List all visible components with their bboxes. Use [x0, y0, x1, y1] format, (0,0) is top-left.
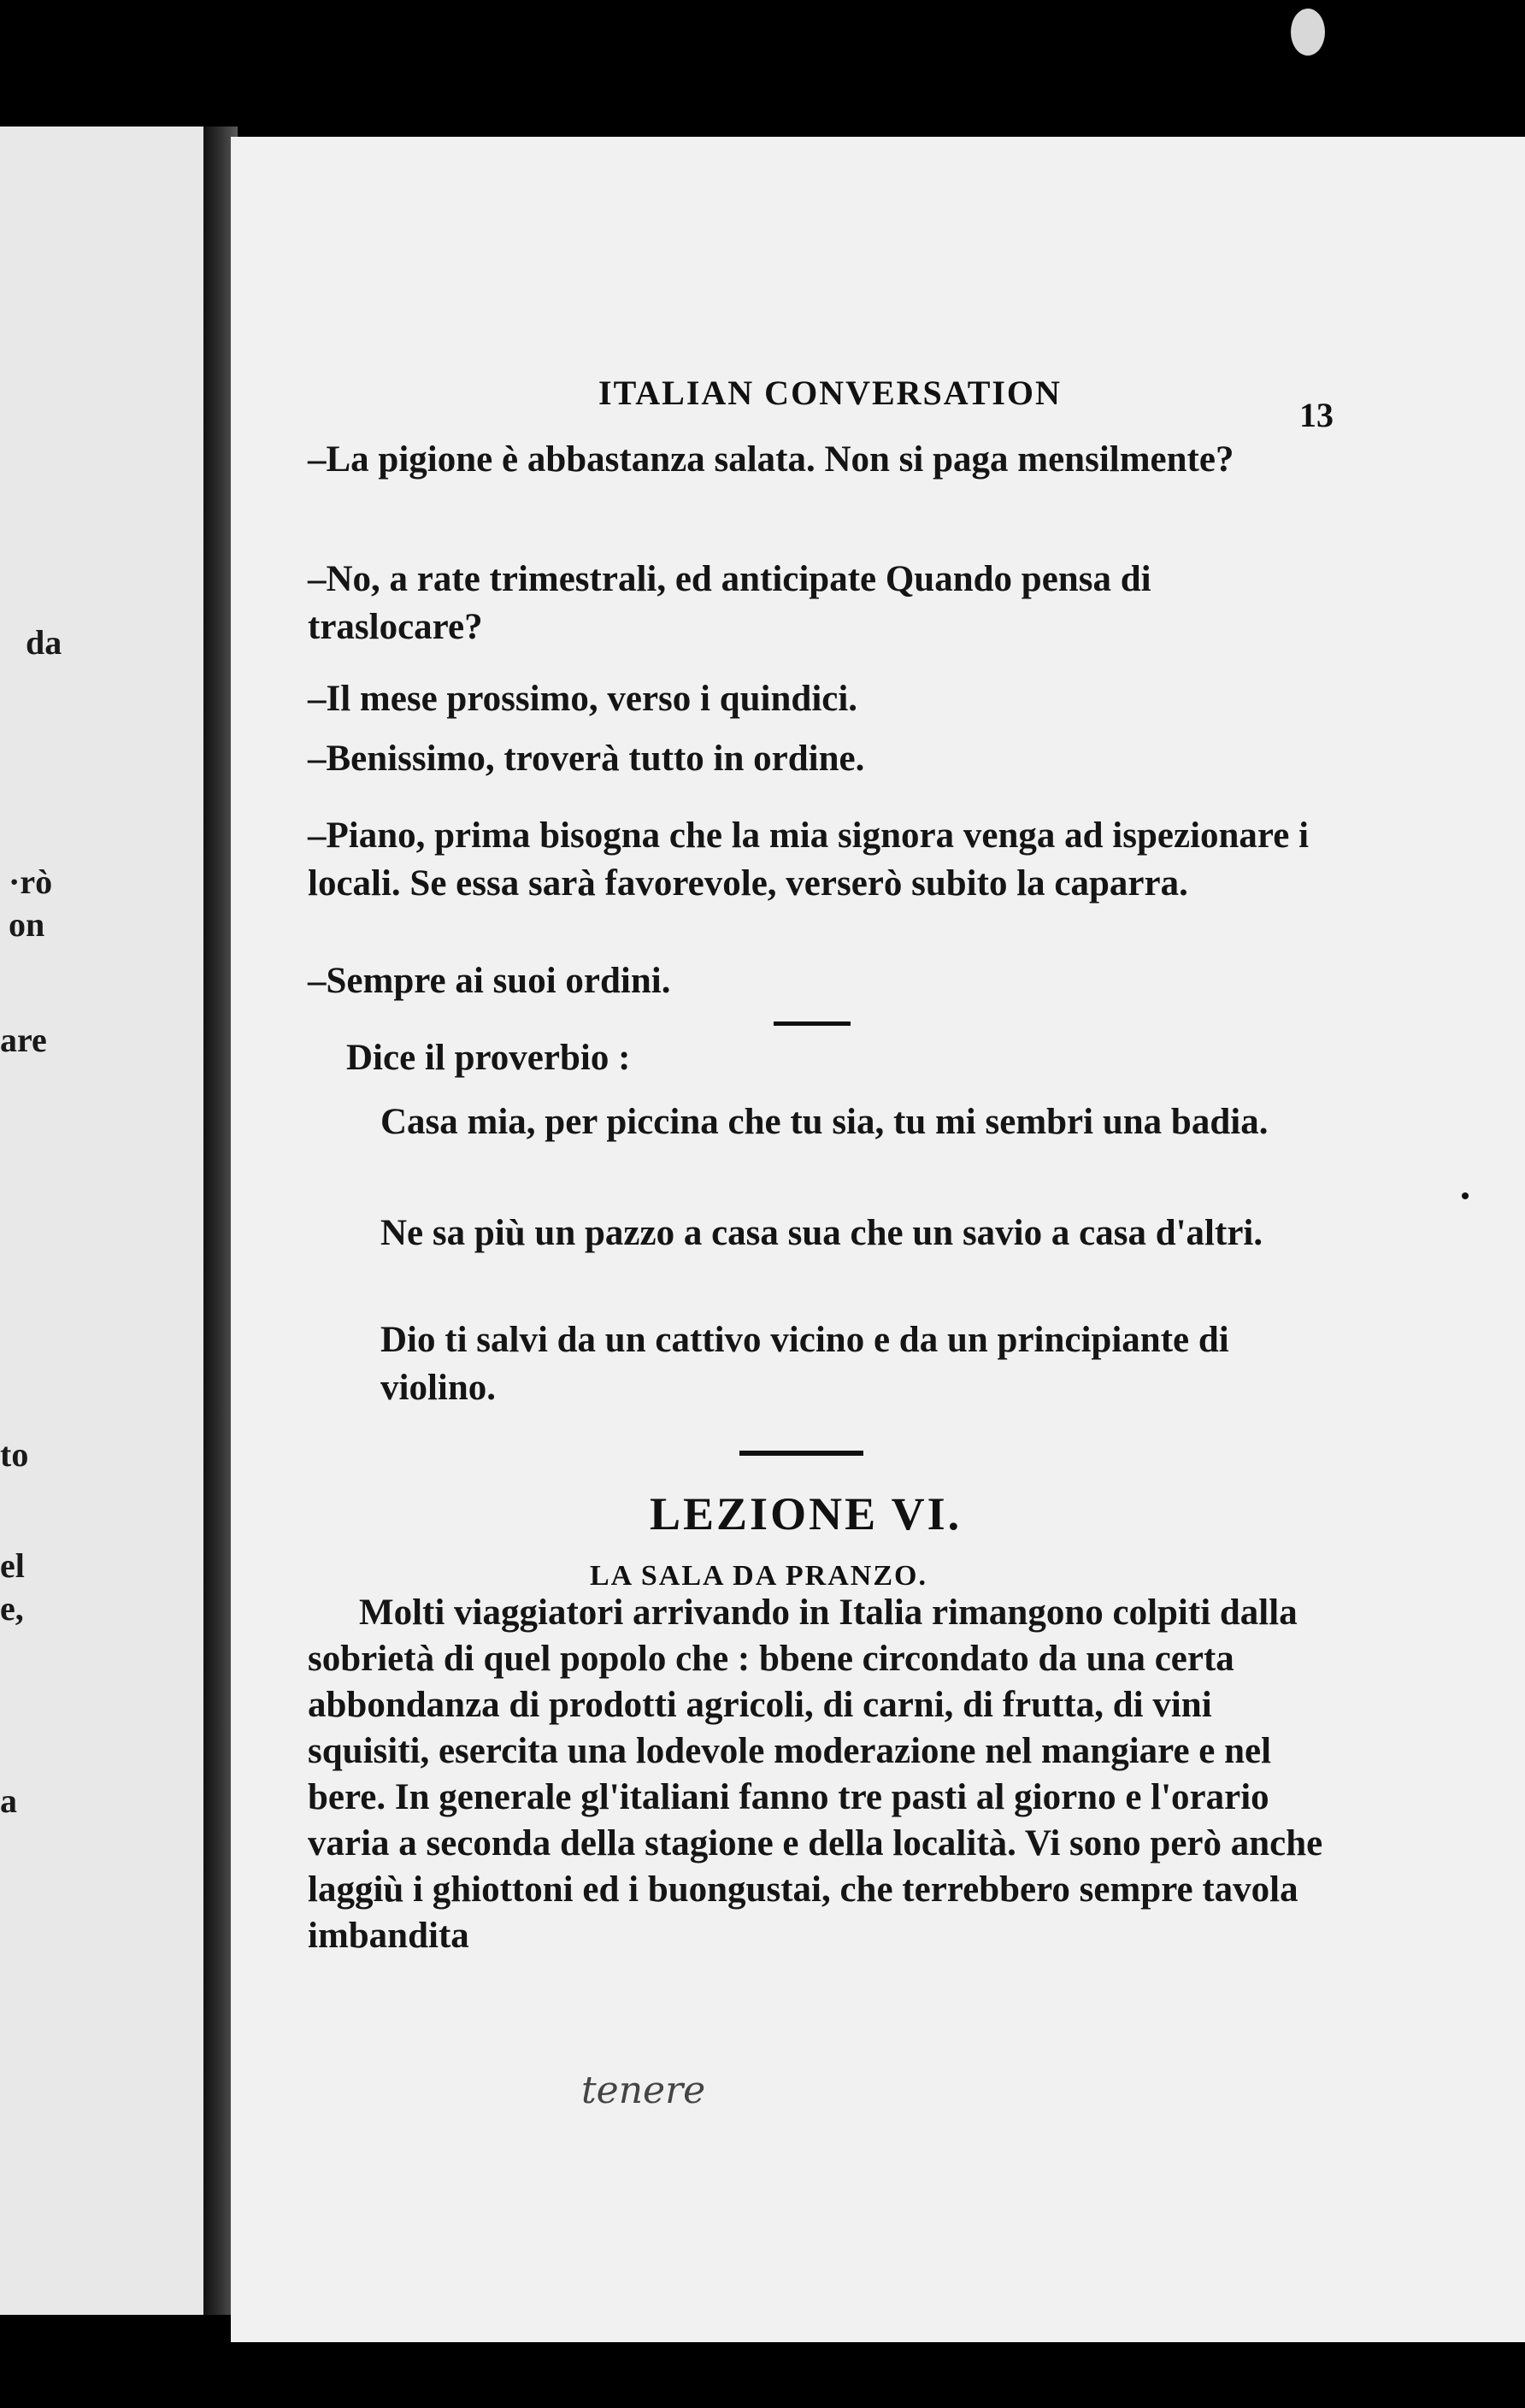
- dialogue-line: –Il mese prossimo, verso i quindici.: [308, 679, 858, 719]
- running-head: ITALIAN CONVERSATION: [598, 374, 1062, 412]
- section-rule: [739, 1451, 863, 1456]
- proverb: Casa mia, per piccina che tu sia, tu mi sembri una badia.: [380, 1102, 1269, 1142]
- left-fragment: are: [0, 1021, 47, 1059]
- left-fragment: e,: [0, 1589, 24, 1628]
- section-rule: [774, 1021, 851, 1026]
- camera-artifact: [1291, 9, 1325, 56]
- left-fragment: a: [0, 1781, 17, 1820]
- left-fragment: to: [0, 1435, 29, 1474]
- handwritten-note: tenere: [581, 2069, 706, 2112]
- lesson-title: LEZIONE VI.: [650, 1488, 963, 1540]
- left-fragment: on: [9, 905, 45, 944]
- page-number: 13: [1299, 396, 1334, 434]
- dialogue-line: –Sempre ai suoi ordini.: [308, 961, 671, 1001]
- left-fragment: da: [26, 623, 62, 662]
- lesson-subtitle: LA SALA DA PRANZO.: [590, 1560, 927, 1592]
- dialogue-line: –Piano, prima bisogna che la mia signora venga ad ispezionare i locali. Se essa sarà favorevole, verserò subito la caparra.: [308, 815, 1310, 904]
- proverb: Dio ti salvi da un cattivo vicino e da un principiante di violino.: [380, 1320, 1229, 1408]
- left-fragment: ·rò: [9, 863, 53, 901]
- ink-speck: [1462, 1192, 1469, 1199]
- left-fragment: el: [0, 1546, 25, 1585]
- lesson-body: Molti viaggiatori arrivando in Italia rimangono colpiti dalla sobrietà di quel popolo che : bbene circondato da una certa abbondanza di prodotti agricoli, di carni, di frutta, di vini squisiti, esercita una lodevole moderazione nel mangiare e nel bere. In generale gl'italiani fanno tre pasti al giorno e l'orario varia a seconda della stagione e della località. Vi sono però anche laggiù i ghiottoni ed i buongustai, che terrebbero sempre tavola imbandita: [308, 1593, 1323, 1956]
- proverb: Ne sa più un pazzo a casa sua che un savio a casa d'altri.: [380, 1213, 1263, 1253]
- left-page-edge: [0, 127, 203, 2315]
- dialogue-line: –La pigione è abbastanza salata. Non si paga mensilmente?: [308, 439, 1234, 480]
- proverb-intro: Dice il proverbio :: [346, 1038, 631, 1078]
- dialogue-line: –No, a rate trimestrali, ed anticipate Quando pensa di traslocare?: [308, 559, 1151, 647]
- dialogue-line: –Benissimo, troverà tutto in ordine.: [308, 739, 865, 779]
